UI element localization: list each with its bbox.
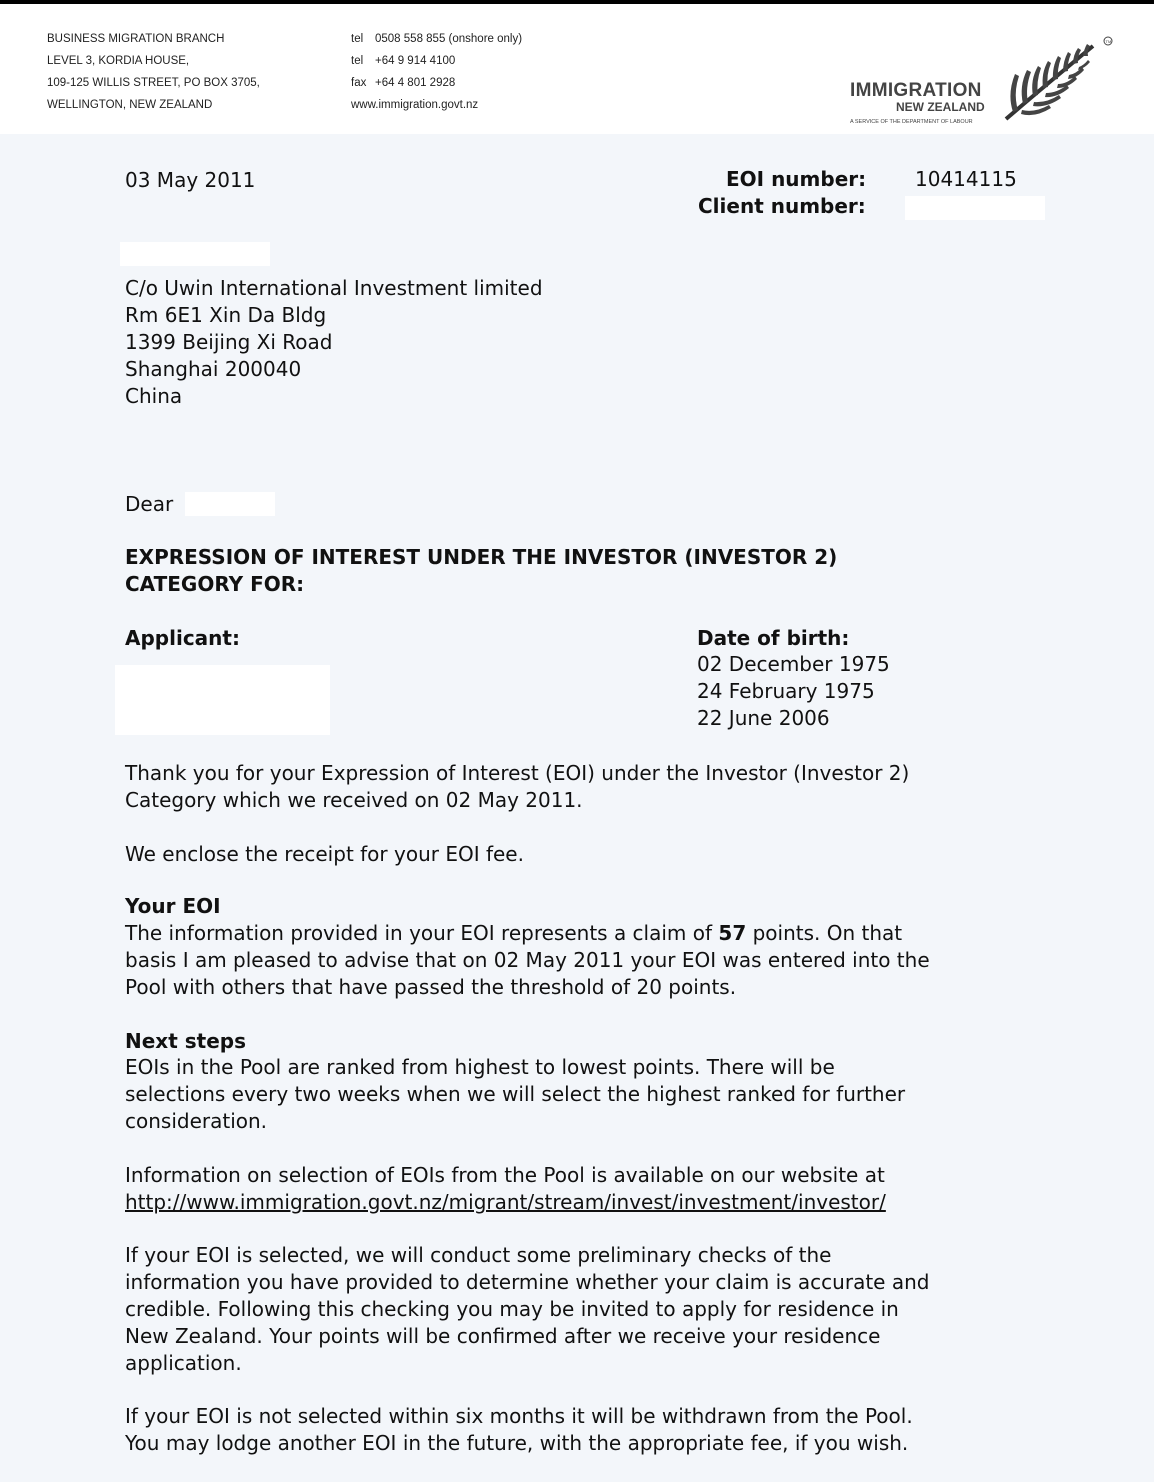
paragraph-line: basis I am pleased to advise that on 02 May 2011 your EOI was entered into the — [125, 948, 930, 972]
contact-label: tel — [351, 33, 364, 45]
logo-line1: IMMIGRATION — [850, 80, 982, 101]
contact-value: +64 4 801 2928 — [375, 77, 456, 89]
contact-value: 0508 558 855 (onshore only) — [375, 33, 523, 45]
dob-item: 22 June 2006 — [697, 706, 830, 730]
investor-info-link[interactable]: http://www.immigration.govt.nz/migrant/stream/invest/investment/investor/ — [125, 1190, 886, 1214]
selected-paragraph — [125, 1242, 929, 1377]
your-eoi-paragraph — [125, 920, 930, 1001]
eoi-number-value: 10414115 — [915, 167, 1017, 191]
redacted-recipient-name — [120, 242, 270, 266]
paragraph-line: consideration. — [125, 1109, 268, 1133]
applicant-label: Applicant: — [125, 626, 240, 650]
silver-fern-icon — [1001, 34, 1116, 124]
logo-line3: A SERVICE OF THE DEPARTMENT OF LABOUR — [850, 119, 973, 125]
address-line: BUSINESS MIGRATION BRANCH — [47, 33, 225, 45]
not-selected-paragraph — [125, 1403, 913, 1457]
next-steps-paragraph — [125, 1054, 905, 1135]
contact-value: +64 9 914 4100 — [375, 55, 456, 67]
client-number-label: Client number: — [698, 194, 866, 218]
paragraph-line: Category which we received on 02 May 2011. — [125, 788, 583, 812]
website-text: www.immigration.govt.nz — [351, 99, 479, 111]
trademark-mark: TM — [1105, 39, 1112, 44]
paragraph-line: If your EOI is selected, we will conduct some preliminary checks of the — [125, 1243, 832, 1267]
address-line: WELLINGTON, NEW ZEALAND — [47, 99, 213, 111]
subject-line: EXPRESSION OF INTEREST UNDER THE INVESTOR (INVESTOR 2) — [125, 545, 838, 569]
salutation: Dear — [125, 492, 174, 516]
text-run: points. On that — [746, 921, 903, 945]
contact-tel — [351, 50, 522, 72]
immigration-nz-logo — [846, 34, 1116, 134]
receipt-paragraph: We enclose the receipt for your EOI fee. — [125, 842, 524, 866]
recipient-address — [125, 275, 543, 410]
eoi-number-label: EOI number: — [726, 167, 867, 191]
thank-you-paragraph — [125, 760, 909, 814]
paragraph-line: EOIs in the Pool are ranked from highest to lowest points. There will be — [125, 1055, 835, 1079]
paragraph-line: New Zealand. Your points will be confirmed after we receive your residence — [125, 1324, 881, 1348]
contact-label: fax — [351, 77, 367, 89]
paragraph-line: You may lodge another EOI in the future, with the appropriate fee, if you wish. — [125, 1431, 909, 1455]
recipient-line: Rm 6E1 Xin Da Bldg — [125, 303, 327, 327]
branch-address — [47, 28, 260, 116]
your-eoi-heading: Your EOI — [125, 894, 221, 918]
logo-line2: NEW ZEALAND — [896, 100, 985, 114]
paragraph-line — [125, 920, 930, 947]
claimed-points: 57 — [718, 921, 747, 945]
recipient-line: Shanghai 200040 — [125, 357, 302, 381]
letterhead — [0, 4, 1154, 134]
contact-fax — [351, 72, 522, 94]
redacted-addressee — [185, 492, 275, 516]
dob-item: 24 February 1975 — [697, 679, 875, 703]
dob-item: 02 December 1975 — [697, 652, 890, 676]
contact-tel-onshore — [351, 28, 522, 50]
paragraph-line: credible. Following this checking you may be invited to apply for residence in — [125, 1297, 899, 1321]
paragraph-line: selections every two weeks when we will select the highest ranked for further — [125, 1082, 906, 1106]
recipient-line: 1399 Beijing Xi Road — [125, 330, 333, 354]
paragraph-line: Pool with others that have passed the threshold of 20 points. — [125, 975, 737, 999]
next-steps-heading: Next steps — [125, 1029, 246, 1053]
recipient-line: C/o Uwin International Investment limited — [125, 276, 543, 300]
paragraph-line: application. — [125, 1351, 242, 1375]
redacted-applicant-names — [115, 665, 330, 735]
subject-line: CATEGORY FOR: — [125, 572, 305, 596]
contact-details — [351, 28, 522, 116]
text-run: The information provided in your EOI represents a claim of — [125, 921, 719, 945]
redacted-client-number — [905, 196, 1045, 220]
dob-list — [697, 651, 890, 732]
dob-label: Date of birth: — [697, 626, 850, 650]
subject-heading — [125, 544, 837, 598]
paragraph-line: If your EOI is not selected within six months it will be withdrawn from the Pool. — [125, 1404, 913, 1428]
contact-label: tel — [351, 55, 364, 67]
letter-date: 03 May 2011 — [125, 168, 256, 192]
address-line: 109-125 WILLIS STREET, PO BOX 3705, — [47, 77, 260, 89]
recipient-line: China — [125, 384, 183, 408]
paragraph-line: Thank you for your Expression of Interest (EOI) under the Investor (Investor 2) — [125, 761, 910, 785]
address-line: LEVEL 3, KORDIA HOUSE, — [47, 55, 190, 67]
paragraph-line: information you have provided to determine whether your claim is accurate and — [125, 1270, 930, 1294]
info-paragraph — [125, 1162, 886, 1216]
paragraph-line: Information on selection of EOIs from the Pool is available on our website at — [125, 1163, 885, 1187]
